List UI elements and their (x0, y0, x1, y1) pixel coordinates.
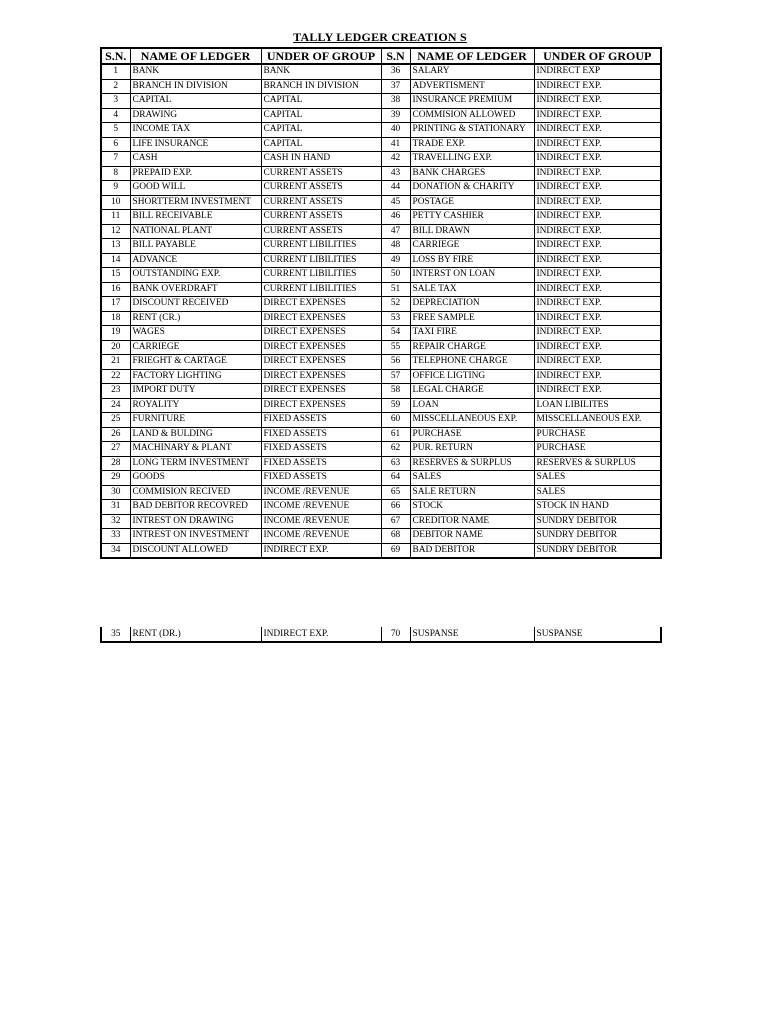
table-row (101, 253, 661, 268)
group-cell: FIXED ASSETS (261, 427, 381, 442)
table-row (101, 64, 661, 79)
sn-cell: 26 (101, 427, 130, 442)
ledger-name-cell: BAD DEBITOR (410, 543, 534, 558)
group-cell: CASH IN HAND (261, 152, 381, 167)
ledger-name-cell: GOODS (130, 471, 261, 486)
sn-cell: 51 (381, 282, 410, 297)
sn-cell: 45 (381, 195, 410, 210)
ledger-name-cell: CASH (130, 152, 261, 167)
sn-cell: 32 (101, 514, 130, 529)
group-cell: SUNDRY DEBITOR (534, 543, 661, 558)
group-cell: INDIRECT EXP. (534, 137, 661, 152)
sn-cell: 1 (101, 64, 130, 79)
ledger-name-cell: OFFICE LIGTING (410, 369, 534, 384)
ledger-name-cell: MACHINARY & PLANT (130, 442, 261, 457)
table-row (101, 413, 661, 428)
header-sn-right: S.N (381, 48, 410, 64)
sn-cell: 19 (101, 326, 130, 341)
sn-cell: 3 (101, 94, 130, 109)
ledger-name-cell: CARRIEGE (410, 239, 534, 254)
group-cell: CAPITAL (261, 123, 381, 138)
ledger-name-cell: ROYALITY (130, 398, 261, 413)
ledger-name-cell: DEPRECIATION (410, 297, 534, 312)
group-cell: MISSCELLANEOUS EXP. (534, 413, 661, 428)
sn-cell: 53 (381, 311, 410, 326)
page-title: TALLY LEDGER CREATION S (293, 30, 467, 44)
table-row (101, 340, 661, 355)
sn-cell: 7 (101, 152, 130, 167)
group-cell: INDIRECT EXP. (534, 268, 661, 283)
group-cell: INDIRECT EXP. (534, 253, 661, 268)
sn-cell: 23 (101, 384, 130, 399)
ledger-name-cell: COMMISION RECIVED (130, 485, 261, 500)
ledger-name-cell: INTREST ON DRAWING (130, 514, 261, 529)
sn-cell: 64 (381, 471, 410, 486)
table-row (101, 627, 661, 642)
sn-cell: 43 (381, 166, 410, 181)
sn-cell: 63 (381, 456, 410, 471)
sn-cell: 56 (381, 355, 410, 370)
group-cell: INDIRECT EXP. (534, 94, 661, 109)
sn-cell: 27 (101, 442, 130, 457)
ledger-name-cell: NATIONAL PLANT (130, 224, 261, 239)
sn-cell: 58 (381, 384, 410, 399)
ledger-name-cell: BILL DRAWN (410, 224, 534, 239)
sn-cell: 34 (101, 543, 130, 558)
table-row (101, 94, 661, 109)
sn-cell: 46 (381, 210, 410, 225)
group-cell: FIXED ASSETS (261, 442, 381, 457)
ledger-name-cell: LAND & BULDING (130, 427, 261, 442)
ledger-table-continued (100, 627, 662, 643)
group-cell: INDIRECT EXP. (534, 166, 661, 181)
table-row (101, 152, 661, 167)
table-row (101, 210, 661, 225)
sn-cell: 20 (101, 340, 130, 355)
sn-cell: 21 (101, 355, 130, 370)
ledger-name-cell: REPAIR CHARGE (410, 340, 534, 355)
sn-cell: 17 (101, 297, 130, 312)
ledger-name-cell: FURNITURE (130, 413, 261, 428)
ledger-name-cell: PREPAID EXP. (130, 166, 261, 181)
group-cell: CAPITAL (261, 108, 381, 123)
group-cell: INDIRECT EXP. (534, 195, 661, 210)
ledger-name-cell: RESERVES & SURPLUS (410, 456, 534, 471)
sn-cell: 39 (381, 108, 410, 123)
sn-cell: 47 (381, 224, 410, 239)
table-row (101, 166, 661, 181)
group-cell: CURRENT ASSETS (261, 195, 381, 210)
ledger-name-cell: RENT (DR.) (130, 627, 261, 642)
group-cell: INDIRECT EXP. (534, 311, 661, 326)
group-cell: INCOME /REVENUE (261, 500, 381, 515)
group-cell: INDIRECT EXP. (534, 181, 661, 196)
group-cell: SUSPANSE (534, 627, 661, 642)
sn-cell: 11 (101, 210, 130, 225)
table-row (101, 427, 661, 442)
group-cell: INDIRECT EXP. (534, 108, 661, 123)
sn-cell: 36 (381, 64, 410, 79)
group-cell: RESERVES & SURPLUS (534, 456, 661, 471)
group-cell: INDIRECT EXP. (534, 239, 661, 254)
table-row (101, 529, 661, 544)
table-row (101, 268, 661, 283)
sn-cell: 69 (381, 543, 410, 558)
group-cell: CURRENT LIBILITIES (261, 268, 381, 283)
ledger-name-cell: DEBITOR NAME (410, 529, 534, 544)
ledger-name-cell: SALE RETURN (410, 485, 534, 500)
ledger-name-cell: BANK CHARGES (410, 166, 534, 181)
sn-cell: 35 (101, 627, 130, 642)
ledger-name-cell: DISCOUNT ALLOWED (130, 543, 261, 558)
sn-cell: 25 (101, 413, 130, 428)
group-cell: SALES (534, 485, 661, 500)
group-cell: CAPITAL (261, 137, 381, 152)
group-cell: DIRECT EXPENSES (261, 311, 381, 326)
group-cell: DIRECT EXPENSES (261, 369, 381, 384)
ledger-name-cell: IMPORT DUTY (130, 384, 261, 399)
table-row (101, 297, 661, 312)
table-row (101, 543, 661, 558)
table-row (101, 442, 661, 457)
table-row (101, 456, 661, 471)
sn-cell: 13 (101, 239, 130, 254)
group-cell: INDIRECT EXP. (261, 543, 381, 558)
header-name-of-ledger: NAME OF LEDGER (130, 48, 261, 64)
sn-cell: 40 (381, 123, 410, 138)
header-sn: S.N. (101, 48, 130, 64)
group-cell: CURRENT LIBILITIES (261, 282, 381, 297)
sn-cell: 31 (101, 500, 130, 515)
table-row (101, 137, 661, 152)
ledger-name-cell: POSTAGE (410, 195, 534, 210)
table-row (101, 485, 661, 500)
group-cell: CURRENT ASSETS (261, 224, 381, 239)
ledger-name-cell: TRAVELLING EXP. (410, 152, 534, 167)
ledger-name-cell: TRADE EXP. (410, 137, 534, 152)
sn-cell: 62 (381, 442, 410, 457)
group-cell: SALES (534, 471, 661, 486)
group-cell: INDIRECT EXP. (261, 627, 381, 642)
sn-cell: 38 (381, 94, 410, 109)
ledger-name-cell: BRANCH IN DIVISION (130, 79, 261, 94)
sn-cell: 28 (101, 456, 130, 471)
table-row (101, 123, 661, 138)
table-row (101, 471, 661, 486)
table-row (101, 500, 661, 515)
ledger-name-cell: SALES (410, 471, 534, 486)
ledger-name-cell: LOSS BY FIRE (410, 253, 534, 268)
group-cell: INDIRECT EXP. (534, 224, 661, 239)
ledger-name-cell: TELEPHONE CHARGE (410, 355, 534, 370)
sn-cell: 6 (101, 137, 130, 152)
table-row (101, 369, 661, 384)
ledger-name-cell: BAD DEBITOR RECOVRED (130, 500, 261, 515)
sn-cell: 66 (381, 500, 410, 515)
group-cell: CURRENT LIBILITIES (261, 239, 381, 254)
group-cell: DIRECT EXPENSES (261, 398, 381, 413)
group-cell: CURRENT ASSETS (261, 166, 381, 181)
header-name-of-ledger-right: NAME OF LEDGER (410, 48, 534, 64)
group-cell: INDIRECT EXP. (534, 123, 661, 138)
ledger-name-cell: WAGES (130, 326, 261, 341)
sn-cell: 59 (381, 398, 410, 413)
sn-cell: 10 (101, 195, 130, 210)
group-cell: INDIRECT EXP. (534, 355, 661, 370)
table-row (101, 326, 661, 341)
table-row (101, 514, 661, 529)
group-cell: INDIRECT EXP. (534, 326, 661, 341)
sn-cell: 12 (101, 224, 130, 239)
group-cell: DIRECT EXPENSES (261, 384, 381, 399)
group-cell: INDIRECT EXP. (534, 210, 661, 225)
ledger-name-cell: CREDITOR NAME (410, 514, 534, 529)
sn-cell: 44 (381, 181, 410, 196)
sn-cell: 5 (101, 123, 130, 138)
sn-cell: 48 (381, 239, 410, 254)
ledger-name-cell: STOCK (410, 500, 534, 515)
table-row (101, 224, 661, 239)
ledger-name-cell: BANK (130, 64, 261, 79)
ledger-name-cell: FREE SAMPLE (410, 311, 534, 326)
sn-cell: 42 (381, 152, 410, 167)
sn-cell: 61 (381, 427, 410, 442)
sn-cell: 2 (101, 79, 130, 94)
header-under-of-group: UNDER OF GROUP (261, 48, 381, 64)
group-cell: INDIRECT EXP. (534, 282, 661, 297)
ledger-name-cell: GOOD WILL (130, 181, 261, 196)
table-row (101, 239, 661, 254)
sn-cell: 15 (101, 268, 130, 283)
ledger-name-cell: ADVANCE (130, 253, 261, 268)
ledger-name-cell: INCOME TAX (130, 123, 261, 138)
group-cell: DIRECT EXPENSES (261, 326, 381, 341)
ledger-name-cell: PETTY CASHIER (410, 210, 534, 225)
group-cell: INDIRECT EXP. (534, 384, 661, 399)
ledger-name-cell: OUTSTANDING EXP. (130, 268, 261, 283)
sn-cell: 16 (101, 282, 130, 297)
sn-cell: 55 (381, 340, 410, 355)
sn-cell: 8 (101, 166, 130, 181)
ledger-name-cell: PRINTING & STATIONARY (410, 123, 534, 138)
ledger-name-cell: COMMISION ALLOWED (410, 108, 534, 123)
ledger-name-cell: FRIEGHT & CARTAGE (130, 355, 261, 370)
ledger-name-cell: BANK OVERDRAFT (130, 282, 261, 297)
ledger-name-cell: DRAWING (130, 108, 261, 123)
group-cell: LOAN LIBILITES (534, 398, 661, 413)
ledger-name-cell: INSURANCE PREMIUM (410, 94, 534, 109)
group-cell: FIXED ASSETS (261, 413, 381, 428)
ledger-name-cell: FACTORY LIGHTING (130, 369, 261, 384)
sn-cell: 57 (381, 369, 410, 384)
sn-cell: 37 (381, 79, 410, 94)
group-cell: INDIRECT EXP. (534, 340, 661, 355)
ledger-name-cell: BILL PAYABLE (130, 239, 261, 254)
ledger-name-cell: DISCOUNT RECEIVED (130, 297, 261, 312)
ledger-name-cell: INTERST ON LOAN (410, 268, 534, 283)
group-cell: INDIRECT EXP (534, 64, 661, 79)
ledger-name-cell: PURCHASE (410, 427, 534, 442)
ledger-name-cell: CAPITAL (130, 94, 261, 109)
ledger-name-cell: LONG TERM INVESTMENT (130, 456, 261, 471)
sn-cell: 9 (101, 181, 130, 196)
table-row (101, 355, 661, 370)
sn-cell: 18 (101, 311, 130, 326)
ledger-name-cell: MISSCELLANEOUS EXP. (410, 413, 534, 428)
sn-cell: 29 (101, 471, 130, 486)
group-cell: INDIRECT EXP. (534, 152, 661, 167)
group-cell: SUNDRY DEBITOR (534, 514, 661, 529)
group-cell: INCOME /REVENUE (261, 485, 381, 500)
group-cell: INCOME /REVENUE (261, 529, 381, 544)
group-cell: INCOME /REVENUE (261, 514, 381, 529)
table-row (101, 384, 661, 399)
ledger-name-cell: SUSPANSE (410, 627, 534, 642)
group-cell: SUNDRY DEBITOR (534, 529, 661, 544)
ledger-name-cell: ADVERTISMENT (410, 79, 534, 94)
sn-cell: 54 (381, 326, 410, 341)
table-row (101, 282, 661, 297)
table-row (101, 108, 661, 123)
sn-cell: 70 (381, 627, 410, 642)
group-cell: CURRENT LIBILITIES (261, 253, 381, 268)
group-cell: DIRECT EXPENSES (261, 355, 381, 370)
ledger-name-cell: LOAN (410, 398, 534, 413)
ledger-name-cell: TAXI FIRE (410, 326, 534, 341)
ledger-name-cell: DONATION & CHARITY (410, 181, 534, 196)
ledger-name-cell: CARRIEGE (130, 340, 261, 355)
group-cell: INDIRECT EXP. (534, 297, 661, 312)
ledger-name-cell: LEGAL CHARGE (410, 384, 534, 399)
sn-cell: 33 (101, 529, 130, 544)
ledger-name-cell: RENT (CR.) (130, 311, 261, 326)
sn-cell: 65 (381, 485, 410, 500)
group-cell: DIRECT EXPENSES (261, 340, 381, 355)
sn-cell: 50 (381, 268, 410, 283)
sn-cell: 14 (101, 253, 130, 268)
ledger-table (100, 47, 662, 559)
header-row (101, 48, 661, 64)
ledger-name-cell: INTREST ON INVESTMENT (130, 529, 261, 544)
group-cell: PURCHASE (534, 427, 661, 442)
group-cell: CAPITAL (261, 94, 381, 109)
group-cell: STOCK IN HAND (534, 500, 661, 515)
sn-cell: 67 (381, 514, 410, 529)
group-cell: PURCHASE (534, 442, 661, 457)
sn-cell: 49 (381, 253, 410, 268)
sn-cell: 24 (101, 398, 130, 413)
group-cell: FIXED ASSETS (261, 471, 381, 486)
sn-cell: 22 (101, 369, 130, 384)
group-cell: FIXED ASSETS (261, 456, 381, 471)
sn-cell: 68 (381, 529, 410, 544)
sn-cell: 60 (381, 413, 410, 428)
sn-cell: 4 (101, 108, 130, 123)
ledger-name-cell: LIFE INSURANCE (130, 137, 261, 152)
table-row (101, 181, 661, 196)
sn-cell: 52 (381, 297, 410, 312)
ledger-name-cell: PUR. RETURN (410, 442, 534, 457)
table-row (101, 398, 661, 413)
group-cell: INDIRECT EXP. (534, 369, 661, 384)
table-row (101, 195, 661, 210)
ledger-name-cell: SALE TAX (410, 282, 534, 297)
ledger-name-cell: BILL RECEIVABLE (130, 210, 261, 225)
group-cell: CURRENT ASSETS (261, 210, 381, 225)
table-row (101, 79, 661, 94)
sn-cell: 41 (381, 137, 410, 152)
group-cell: BANK (261, 64, 381, 79)
table-row (101, 311, 661, 326)
sn-cell: 30 (101, 485, 130, 500)
group-cell: BRANCH IN DIVISION (261, 79, 381, 94)
group-cell: DIRECT EXPENSES (261, 297, 381, 312)
ledger-name-cell: SHORTTERM INVESTMENT (130, 195, 261, 210)
header-under-of-group-right: UNDER OF GROUP (534, 48, 661, 64)
ledger-name-cell: SALARY (410, 64, 534, 79)
group-cell: INDIRECT EXP. (534, 79, 661, 94)
group-cell: CURRENT ASSETS (261, 181, 381, 196)
